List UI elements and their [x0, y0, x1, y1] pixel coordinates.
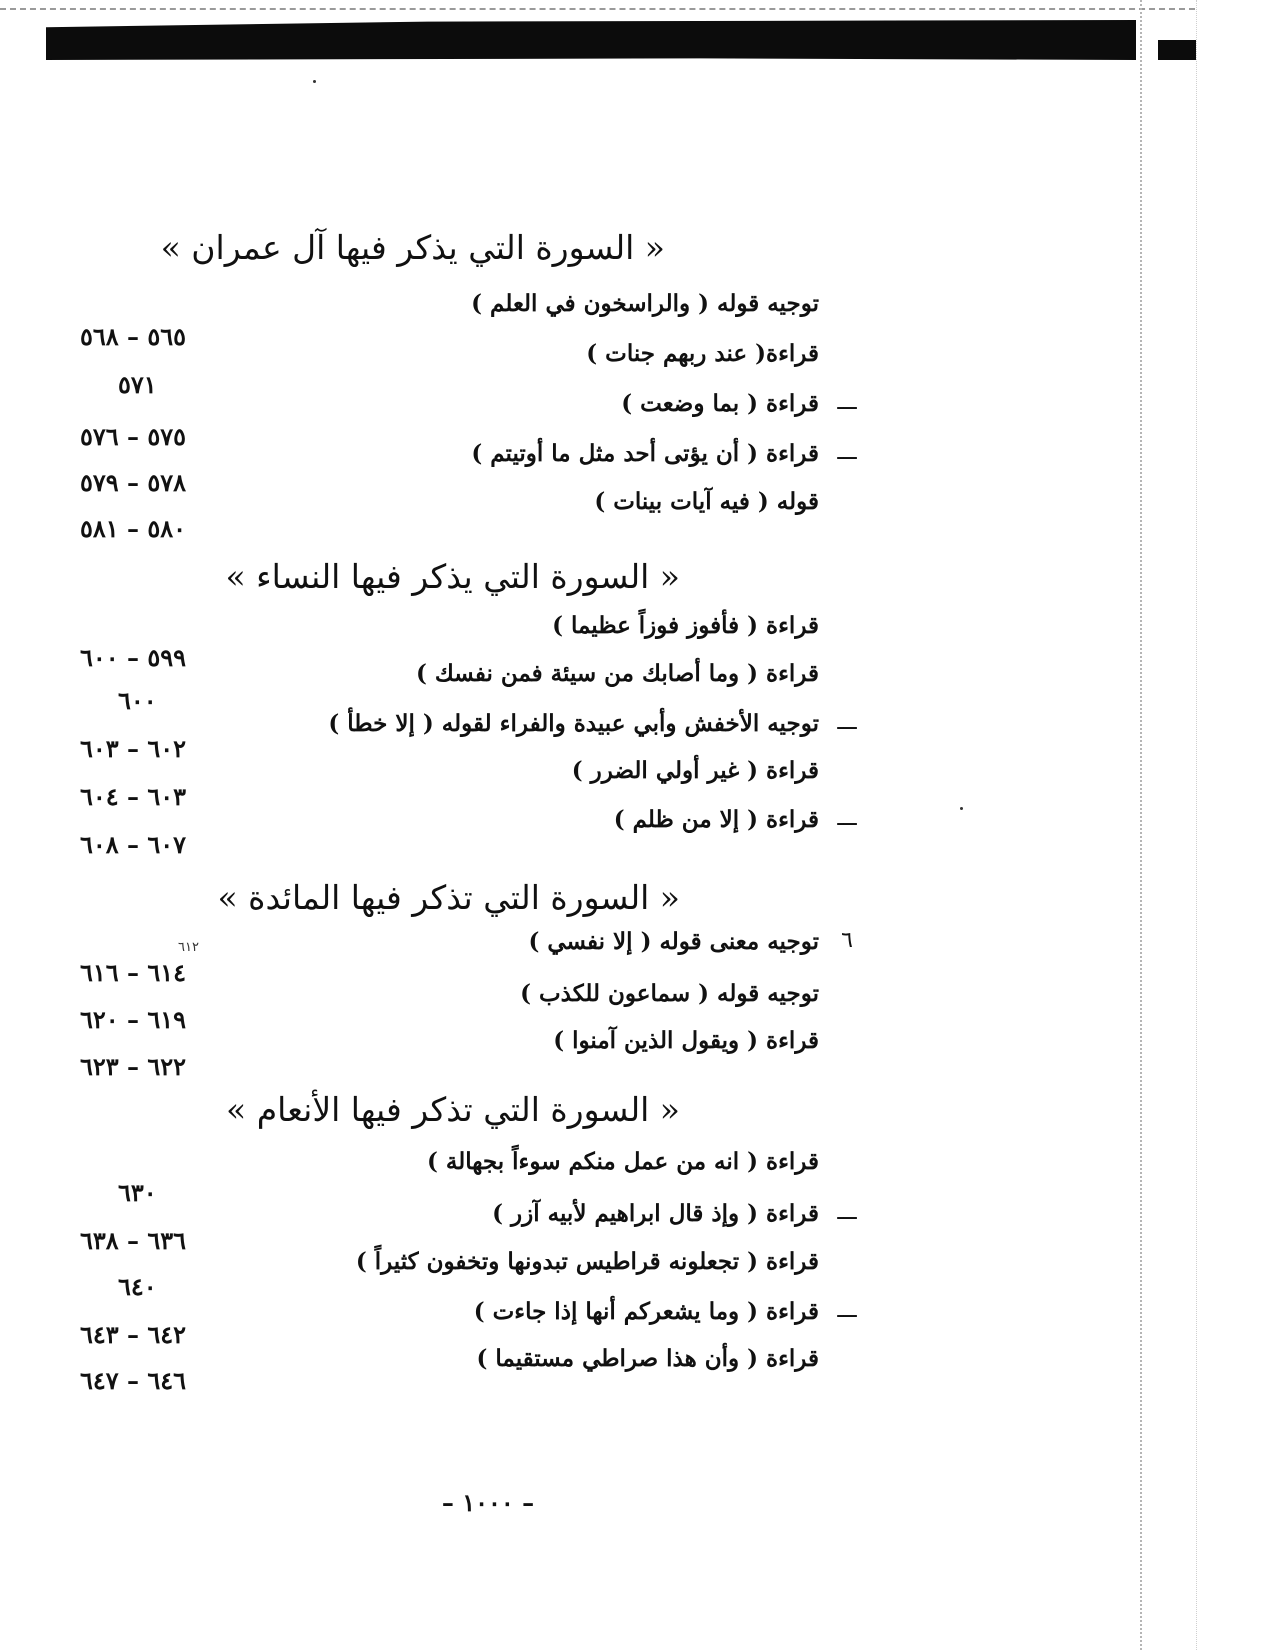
entry-text: قراءة ( فأفوز فوزاً عظيما ) [552, 612, 819, 639]
page-reference: ٦٠٢ – ٦٠٣ [80, 734, 187, 763]
index-entry [307, 440, 867, 467]
index-entry [307, 1148, 867, 1175]
entry-text: قراءة ( وما يشعركم أنها إذا جاءت ) [473, 1298, 819, 1325]
index-entry [307, 980, 867, 1007]
page-reference: ٥٦٥ – ٥٦٨ [80, 322, 187, 351]
margin-mark: ـــ [837, 710, 857, 735]
entry-text: قراءة ( وما أصابك من سيئة فمن نفسك ) [416, 660, 819, 687]
index-entry [307, 290, 867, 317]
surah-heading: « السورة التي تذكر فيها المائدة » [217, 878, 680, 917]
margin-mark: ٦ [841, 928, 853, 953]
surah-heading: « السورة التي يذكر فيها آل عمران » [160, 228, 665, 267]
index-entry [307, 1248, 867, 1275]
page-reference: ٦٣٦ – ٦٣٨ [80, 1226, 187, 1255]
margin-mark: ـــ [837, 1298, 857, 1323]
page-reference: ٦١٤ – ٦١٦ [80, 958, 187, 987]
entry-text: توجيه قوله ( سماعون للكذب ) [520, 980, 819, 1007]
page-reference: ٥٧٨ – ٥٧٩ [80, 468, 187, 497]
page-reference: ٦٠٧ – ٦٠٨ [80, 830, 187, 859]
scan-shadow-bar-right [1158, 40, 1196, 60]
entry-text: قراءة ( إلا من ظلم ) [613, 806, 819, 833]
page-reference: ٦٣٠ [118, 1178, 157, 1207]
index-entry [307, 1298, 867, 1325]
index-entry [307, 1200, 867, 1227]
index-entry [307, 488, 867, 515]
entry-text: قراءة ( وأن هذا صراطي مستقيما ) [476, 1345, 819, 1372]
page-reference: ٥٨٠ – ٥٨١ [80, 514, 187, 543]
margin-mark: ـــ [837, 1200, 857, 1225]
index-entry [307, 390, 867, 417]
entry-text: توجيه معنى قوله ( إلا نفسي ) [528, 928, 819, 955]
page-reference: ٦٢٢ – ٦٢٣ [80, 1052, 187, 1081]
index-entry [307, 1345, 867, 1372]
scan-speck [960, 807, 963, 810]
entry-text: قراءة ( ويقول الذين آمنوا ) [553, 1027, 819, 1054]
entry-text: قراءة ( تجعلونه قراطيس تبدونها وتخفون كثيراً ) [355, 1248, 819, 1275]
index-entry [307, 710, 867, 737]
entry-text: توجيه قوله ( والراسخون في العلم ) [471, 290, 819, 317]
page-reference: ٦٤٢ – ٦٤٣ [80, 1320, 187, 1349]
entry-text: قراءة ( بما وضعت ) [621, 390, 819, 417]
margin-mark: ـــ [837, 806, 857, 831]
page-reference: ٥٧٥ – ٥٧٦ [80, 422, 187, 451]
marginal-note: ٦١٢ [178, 940, 199, 955]
index-entry [307, 757, 867, 784]
index-entry [307, 1027, 867, 1054]
page-reference: ٦٤٠ [118, 1272, 157, 1301]
entry-text: توجيه الأخفش وأبي عبيدة والفراء لقوله ( إلا خطأ ) [328, 710, 819, 737]
binding-line [1140, 0, 1142, 1650]
page-reference: ٥٩٩ – ٦٠٠ [80, 643, 187, 672]
page-reference: ٥٧١ [118, 370, 157, 399]
surah-heading: « السورة التي يذكر فيها النساء » [225, 557, 680, 596]
index-entry [307, 612, 867, 639]
page-reference: ٦٠٣ – ٦٠٤ [80, 782, 187, 811]
entry-text: قراءة( عند ربهم جنات ) [586, 340, 819, 367]
page-reference: ٦١٩ – ٦٢٠ [80, 1005, 187, 1034]
index-entry [307, 806, 867, 833]
index-entry [307, 340, 867, 367]
index-entry [307, 660, 867, 687]
page-number: – ١٠٠٠ – [441, 1488, 535, 1517]
entry-text: قراءة ( غير أولي الضرر ) [571, 757, 819, 784]
surah-heading: « السورة التي تذكر فيها الأنعام » [226, 1090, 680, 1129]
entry-text: قراءة ( وإذ قال ابراهيم لأبيه آزر ) [492, 1200, 819, 1227]
scan-speck [313, 80, 316, 83]
binding-line-outer [1196, 0, 1197, 1650]
entry-text: قراءة ( أن يؤتى أحد مثل ما أوتيتم ) [471, 440, 819, 467]
index-entry [307, 928, 867, 955]
entry-text: قوله ( فيه آيات بينات ) [594, 488, 819, 515]
entry-text: قراءة ( انه من عمل منكم سوءاً بجهالة ) [427, 1148, 819, 1175]
scan-shadow-bar [46, 20, 1136, 60]
page-reference: ٦٤٦ – ٦٤٧ [80, 1366, 187, 1395]
margin-mark: ـــ [837, 440, 857, 465]
page-reference: ٦٠٠ [118, 686, 157, 715]
scan-top-edge [0, 8, 1195, 10]
margin-mark: ـــ [837, 390, 857, 415]
